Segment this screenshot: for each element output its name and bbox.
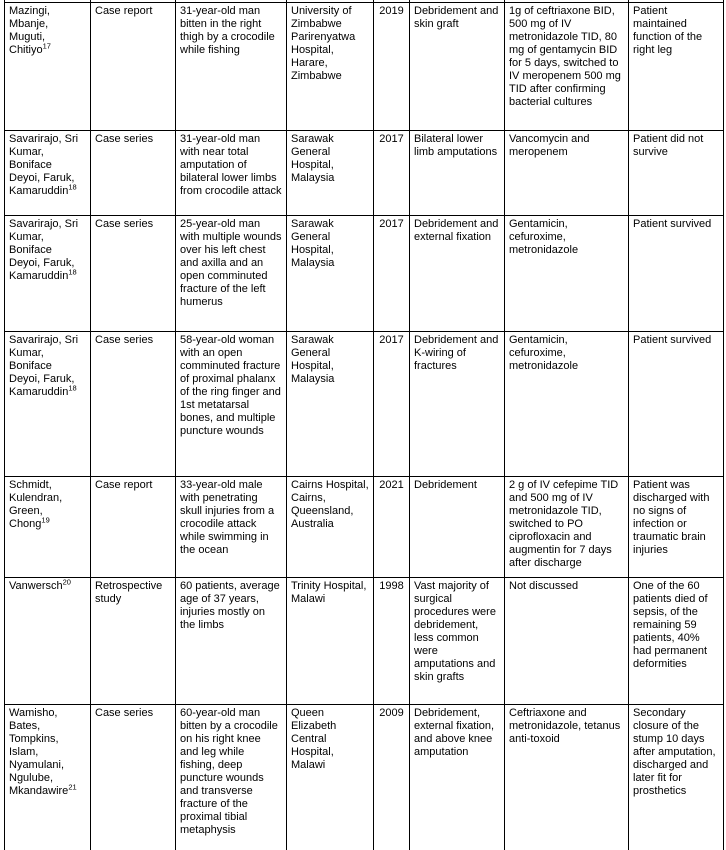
- cell-management: Debridement and skin graft: [410, 3, 505, 131]
- cell-authors: Schmidt, Kulendran, Green, Chong$^{19}$: [5, 477, 91, 578]
- cell-year: 1998: [374, 578, 410, 705]
- cell-antibiotics: Gentamicin, cefuroxime, metronidazole: [505, 216, 629, 332]
- cell-hospital: Sarawak General Hospital, Malaysia: [287, 332, 374, 477]
- cell-hospital: Sarawak General Hospital, Malaysia: [287, 216, 374, 332]
- cell-type: Case series: [91, 332, 176, 477]
- cell-antibiotics: Ceftriaxone and metronidazole, tetanus anti-toxoid: [505, 705, 629, 850]
- cell-management: Bilateral lower limb amputations: [410, 131, 505, 216]
- table-row: [5, 332, 724, 477]
- cell-patient: 31-year-old man bitten in the right thigh by a crocodile while fishing: [176, 3, 287, 131]
- case-reports-table: [4, 0, 724, 850]
- reference-superscript: 18: [68, 267, 77, 277]
- cell-antibiotics: Gentamicin, cefuroxime, metronidazole: [505, 332, 629, 477]
- cell-management: Debridement and external fixation: [410, 216, 505, 332]
- cell-outcome: Secondary closure of the stump 10 days after amputation, discharged and later fit for prosthetics: [629, 705, 724, 850]
- cell-authors: Mazingi, Mbanje, Muguti, Chitiyo$^{17}$: [5, 3, 91, 131]
- table-row: [5, 477, 724, 578]
- cell-year: 2017: [374, 216, 410, 332]
- reference-superscript: 21: [68, 782, 77, 792]
- cell-hospital: Cairns Hospital, Cairns, Queensland, Australia: [287, 477, 374, 578]
- table-row: [5, 216, 724, 332]
- cell-authors: Savarirajo, Sri Kumar, Boniface Deyoi, Faruk, Kamaruddin$^{18}$: [5, 216, 91, 332]
- cell-antibiotics: Vancomycin and meropenem: [505, 131, 629, 216]
- cell-management: Debridement, external fixation, and above knee amputation: [410, 705, 505, 850]
- cell-type: Retrospective study: [91, 578, 176, 705]
- cell-year: 2017: [374, 131, 410, 216]
- cell-authors: Savarirajo, Sri Kumar, Boniface Deyoi, Faruk, Kamaruddin$^{18}$: [5, 131, 91, 216]
- cell-management: Vast majority of surgical procedures were debridement, less common were amputations and skin grafts: [410, 578, 505, 705]
- cell-patient: 60 patients, average age of 37 years, injuries mostly on the limbs: [176, 578, 287, 705]
- cell-patient: 58-year-old woman with an open comminuted fracture of proximal phalanx of the ring finger and 1st metatarsal bones, and multiple puncture wounds: [176, 332, 287, 477]
- cell-type: Case series: [91, 216, 176, 332]
- cell-management: Debridement: [410, 477, 505, 578]
- cell-type: Case series: [91, 705, 176, 850]
- cell-year: 2019: [374, 3, 410, 131]
- reference-superscript: 18: [68, 383, 77, 393]
- cell-antibiotics: 1g of ceftriaxone BID, 500 mg of IV metronidazole TID, 80 mg of gentamycin BID for 5 days, switched to IV meropenem 500 mg TID after confirming bacterial cultures: [505, 3, 629, 131]
- table-row: [5, 578, 724, 705]
- cell-hospital: Trinity Hospital, Malawi: [287, 578, 374, 705]
- cell-outcome: Patient maintained function of the right leg: [629, 3, 724, 131]
- cell-year: 2017: [374, 332, 410, 477]
- cell-outcome: Patient was discharged with no signs of infection or traumatic brain injuries: [629, 477, 724, 578]
- reference-superscript: 17: [42, 41, 51, 51]
- table-row: [5, 131, 724, 216]
- cell-year: 2021: [374, 477, 410, 578]
- cell-antibiotics: 2 g of IV cefepime TID and 500 mg of IV metronidazole TID, switched to PO ciprofloxacin and augmentin for 7 days after discharge: [505, 477, 629, 578]
- cell-outcome: One of the 60 patients died of sepsis, of the remaining 59 patients, 40% had permanent deformities: [629, 578, 724, 705]
- table-row: [5, 3, 724, 131]
- cell-outcome: Patient survived: [629, 332, 724, 477]
- reference-superscript: 19: [41, 515, 50, 525]
- cell-outcome: Patient did not survive: [629, 131, 724, 216]
- cell-patient: 33-year-old male with penetrating skull injuries from a crocodile attack while swimming in the ocean: [176, 477, 287, 578]
- cell-antibiotics: Not discussed: [505, 578, 629, 705]
- cell-outcome: Patient survived: [629, 216, 724, 332]
- reference-superscript: 20: [62, 577, 71, 587]
- reference-superscript: 18: [68, 182, 77, 192]
- cell-type: Case series: [91, 131, 176, 216]
- cell-hospital: Queen Elizabeth Central Hospital, Malawi: [287, 705, 374, 850]
- cell-type: Case report: [91, 3, 176, 131]
- cell-authors: Vanwersch$^{20}$: [5, 578, 91, 705]
- cell-authors: Savarirajo, Sri Kumar, Boniface Deyoi, Faruk, Kamaruddin$^{18}$: [5, 332, 91, 477]
- cell-hospital: Sarawak General Hospital, Malaysia: [287, 131, 374, 216]
- cell-patient: 25-year-old man with multiple wounds over his left chest and axilla and an open comminuted fracture of the left humerus: [176, 216, 287, 332]
- cell-management: Debridement and K-wiring of fractures: [410, 332, 505, 477]
- cell-year: 2009: [374, 705, 410, 850]
- cell-patient: 31-year-old man with near total amputation of bilateral lower limbs from crocodile attack: [176, 131, 287, 216]
- cell-type: Case report: [91, 477, 176, 578]
- table-row: [5, 705, 724, 850]
- cell-patient: 60-year-old man bitten by a crocodile on his right knee and leg while fishing, deep puncture wounds and transverse fracture of the proximal tibial metaphysis: [176, 705, 287, 850]
- cell-authors: Wamisho, Bates, Tompkins, Islam, Nyamulani, Ngulube, Mkandawire$^{21}$: [5, 705, 91, 850]
- cell-hospital: University of Zimbabwe Parirenyatwa Hospital, Harare, Zimbabwe: [287, 3, 374, 131]
